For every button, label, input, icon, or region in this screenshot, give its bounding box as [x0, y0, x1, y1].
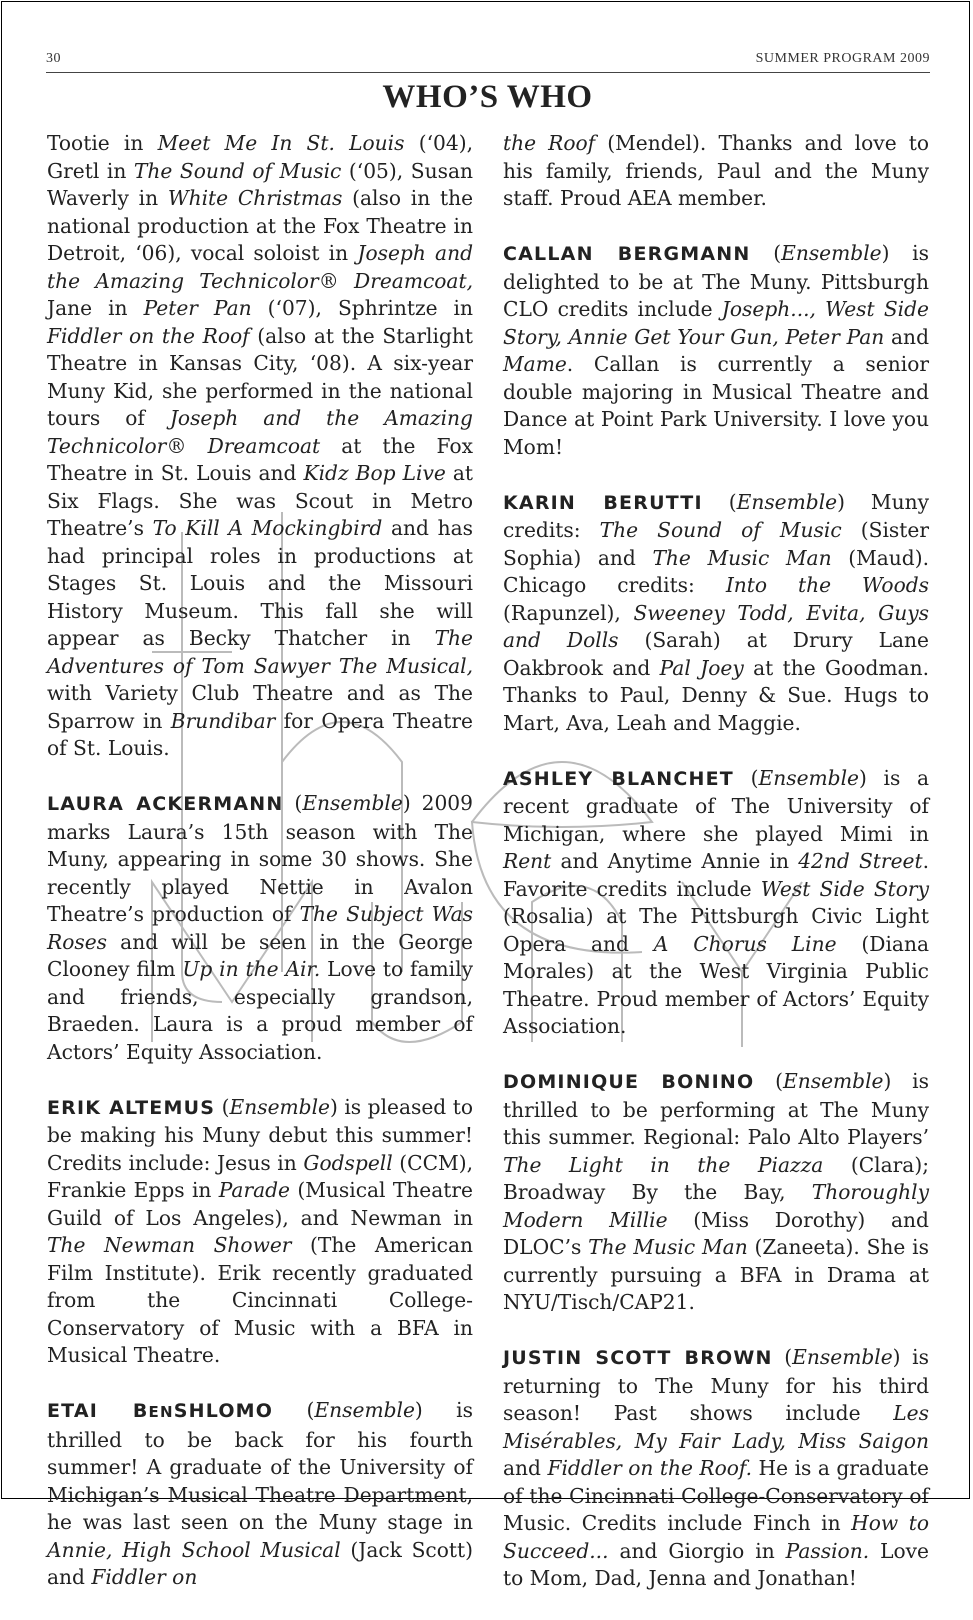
bio-callan-bergmann: CALLAN BERGMANN (Ensemble) is delighted to be at The Muny. Pittsburgh CLO credits include Joseph..., West Side Story, Annie Get Your Gun, Peter Pan and Mame. Callan is currently a senior double majoring in Musical Theatre and Dance at Point Park University. I love you Mom! — [503, 241, 929, 459]
bio-laura-ackermann: LAURA ACKERMANN (Ensemble) 2009 marks Laura’s 15th season with The Muny, appearing in some 30 shows. She recently played Nettie in Avalon Theatre’s production of The Subject Was Roses and will be seen in the George Clooney film Up in the Air. Love to family and friends, especially grandson, Braeden. Laura is a proud member of Actors’ Equity Association. — [47, 791, 474, 1064]
performer-name: ERIK ALTEMUS — [47, 1096, 216, 1119]
bio-dominique-bonino: DOMINIQUE BONINO (Ensemble) is thrilled to be performing at The Muny this summer. Regional: Palo Alto Players’ The Light in the Piazza (Clara); Broadway By the Bay, Thoroughly Modern Millie (Miss Dorothy) and DLOC’s The Music Man (Zaneeta). She is currently pursuing a BFA in Drama at NYU/Tisch/CAP21. — [503, 1069, 929, 1314]
left-column — [47, 130, 473, 1619]
bio-erik-altemus: ERIK ALTEMUS (Ensemble) is pleased to be making his Muny debut this summer! Credits include: Jesus in Godspell (CCM), Frankie Epps in Parade (Musical Theatre Guild of Los Angeles), and Newman in The Newman Shower (The American Film Institute). Erik recently graduated from the Cincinnati College-Conservatory of Music with a BFA in Musical Theatre. — [47, 1094, 474, 1367]
program-page — [1, 1, 970, 1590]
performer-name: ASHLEY BLANCHET — [503, 767, 734, 790]
program-title: SUMMER PROGRAM 2009 — [755, 51, 930, 66]
page-title: WHO’S WHO — [382, 79, 593, 115]
performer-name: JUSTIN SCOTT BROWN — [503, 1347, 773, 1369]
bio-karin-berutti: KARIN BERUTTI (Ensemble) Muny credits: The Sound of Music (Sister Sophia) and The Music Man (Maud). Chicago credits: Into the Woods (Rapunzel), Sweeney Todd, Evita, Guys and Dolls (Sarah) at Drury Lane Oakbrook and Pal Joey at the Goodman. Thanks to Paul, Denny & Sue. Hugs to Mart, Ava, Leah and Maggie. — [503, 489, 930, 735]
page-number: 30 — [46, 51, 61, 66]
performer-name: DOMINIQUE BONINO — [503, 1071, 755, 1093]
performer-name: CALLAN BERGMANN — [503, 243, 751, 265]
header-rule — [46, 72, 930, 73]
bio-justin-scott-brown: JUSTIN SCOTT BROWN (Ensemble) is returning to The Muny for his third season! Past shows include Les Misérables, My Fair Lady, Miss Saigon and Fiddler on the Roof. He is a graduate of the Cincinnati College-Conservatory of Music. Credits include Finch in How to Succeed... and Giorgio in Passion. Love to Mom, Dad, Jenna and Jonathan! — [503, 1345, 929, 1590]
bio-continuation-left: Tootie in Meet Me In St. Louis (‘04), Gretl in The Sound of Music (‘05), Susan Waverly in White Christmas (also in the national production at the Fox Theatre in Detroit, ‘06), vocal soloist in Joseph and the Amazing Technicolor® Dreamcoat, Jane in Peter Pan (‘07), Sphrintze in Fiddler on the Roof (also at the Starlight Theatre in Kansas City, ‘08). A six-year Muny Kid, she performed in the national tours of Joseph and the Amazing Technicolor® Dreamcoat at the Fox Theatre in St. Louis and Kidz Bop Live at Six Flags. She was Scout in Metro Theatre’s To Kill A Mockingbird and has had principal roles in productions at Stages St. Louis and the Missouri History Museum. This fall she will appear as Becky Thatcher in The Adventures of Tom Sawyer The Musical, with Variety Club Theatre and as The Sparrow in Brundibar for Opera Theatre of St. Louis. — [47, 131, 474, 760]
bio-etai-benshlomo: ETAI BENSHLOMO (Ensemble) is thrilled to be back for his fourth summer! A graduate of the University of Michigan’s Musical Theatre Department, he was last seen on the Muny stage in Annie, High School Musical (Jack Scott) and Fiddler on — [47, 1398, 473, 1589]
bio-ashley-blanchet: ASHLEY BLANCHET (Ensemble) is a recent graduate of The University of Michigan, where she played Mimi in Rent and Anytime Annie in 42nd Street. Favorite credits include West Side Story (Rosalia) at The Pittsburgh Civic Light Opera and A Chorus Line (Diana Morales) at the West Virginia Public Theatre. Proud member of Actors’ Equity Association. — [503, 765, 929, 1038]
performer-name: ETAI BENSHLOMO — [47, 1400, 274, 1422]
performer-name: LAURA ACKERMANN — [47, 793, 284, 815]
right-column — [503, 130, 929, 1620]
bio-continuation-right: the Roof (Mendel). Thanks and love to his family, friends, Paul and the Muny staff. Proud AEA member. — [503, 131, 929, 210]
performer-name: KARIN BERUTTI — [503, 491, 703, 514]
